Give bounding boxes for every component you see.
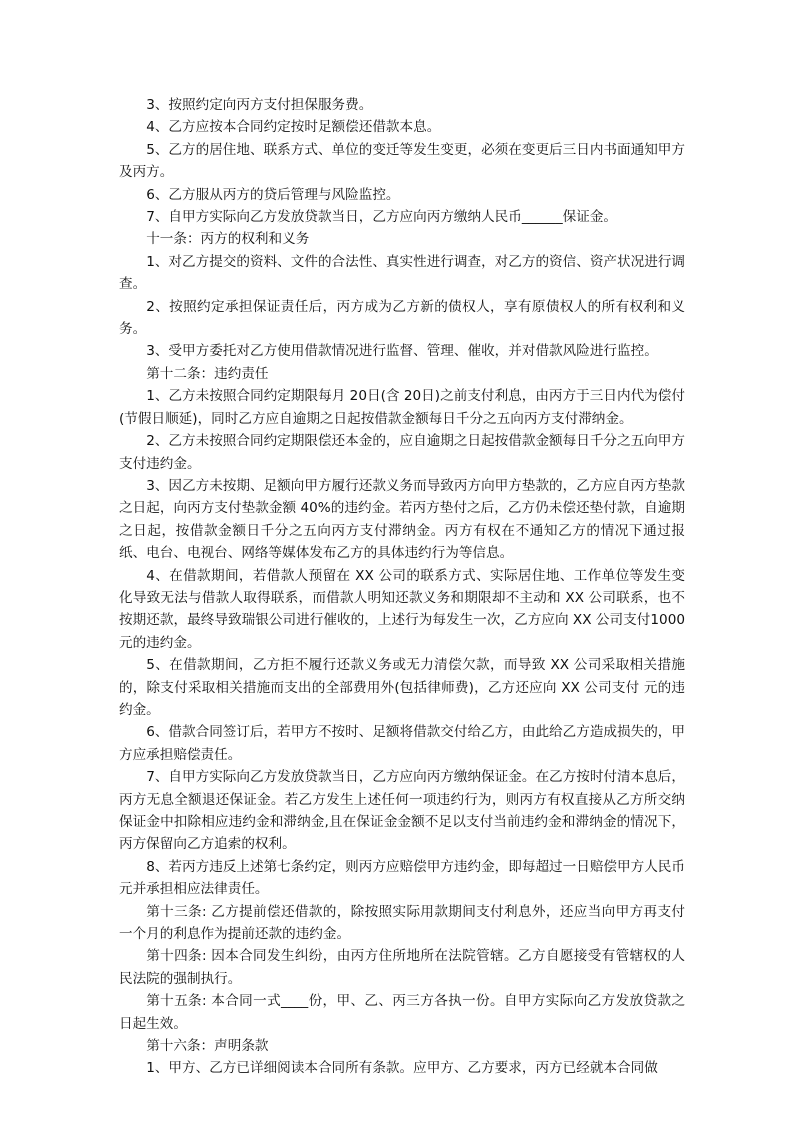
section-heading: 第十二条：违约责任 — [146, 365, 269, 382]
paragraph: 3、按照约定向丙方支付担保服务费。 — [146, 97, 373, 113]
paragraph: 4、乙方应按本合同约定按时足额偿还借款本息。 — [146, 119, 441, 136]
paragraph: 1、乙方未按照合同约定期限每月 20日(含 20日)之前支付利息，由丙方于三日内代为偿付(节假日顺延)，同时乙方应自逾期之日起按借款金额每日千分之五向丙方支付滞纳金。 — [119, 388, 685, 427]
paragraph: 6、乙方服从丙方的贷后管理与风险监控。 — [146, 186, 400, 203]
paragraph: 3、因乙方未按期、足额向甲方履行还款义务而导致丙方向甲方垫款的，乙方应自丙方垫款之日起，向丙方支付垫款金额 40%的违约金。若丙方垫付之后，乙方仍未偿还垫付款，自逾期之日起，按借款金额日千分之五向丙方支付滞纳金。丙方有权在不通知乙方的情况下通过报纸、电台、电视台、网络等媒体发布乙方的具体违约行为等信息。 — [119, 477, 685, 562]
paragraph: 4、在借款期间，若借款人预留在 XX 公司的联系方式、实际居住地、工作单位等发生变化导致无法与借款人取得联系，而借款人明知还款义务和期限却不主动和 XX 公司联系，也不按期还款，最终导致瑞银公司进行催收的，上述行为每发生一次，乙方应向 XX 公司支付1000 元的违约金。 — [119, 567, 685, 651]
paragraph: 8、若丙方违反上述第七条约定，则丙方应赔偿甲方违约金，即每超过一日赔偿甲方人民币 元并承担相应法律责任。 — [119, 858, 685, 898]
section-heading: 第十六条：声明条款 — [146, 1038, 269, 1055]
paragraph: 2、乙方未按照合同约定期限偿还本金的，应自逾期之日起按借款金额每日千分之五向甲方支付违约金。 — [119, 433, 685, 472]
section-heading: 第十四条: 因本合同发生纠纷，由丙方住所地所在法院管辖。乙方自愿接受有管辖权的人民法院的强制执行。 — [119, 948, 685, 987]
document-body — [119, 94, 685, 1080]
paragraph: 5、乙方的居住地、联系方式、单位的变迁等发生变更，必须在变更后三日内书面通知甲方及丙方。 — [119, 141, 685, 181]
paragraph: 7、自甲方实际向乙方发放贷款当日，乙方应向丙方缴纳人民币______保证金。 — [146, 209, 618, 226]
paragraph: 6、借款合同签订后，若甲方不按时、足额将借款交付给乙方，由此给乙方造成损失的，甲方应承担赔偿责任。 — [119, 724, 685, 763]
paragraph: 7、自甲方实际向乙方发放贷款当日，乙方应向丙方缴纳保证金。在乙方按时付清本息后，丙方无息全额退还保证金。若乙方发生上述任何一项违约行为，则丙方有权直接从乙方所交纳保证金中扣除相应违约金和滞纳金,且在保证金金额不足以支付当前违约金和滞纳金的情况下，丙方保留向乙方追索的权利。 — [119, 769, 685, 853]
section-heading: 第十五条: 本合同一式____份，甲、乙、丙三方各执一份。自甲方实际向乙方发放贷款之日起生效。 — [119, 993, 685, 1032]
paragraph: 3、受甲方委托对乙方使用借款情况进行监督、管理、催收，并对借款风险进行监控。 — [146, 343, 658, 360]
paragraph: 2、按照约定承担保证责任后，丙方成为乙方新的债权人，享有原债权人的所有权利和义务。 — [119, 298, 685, 338]
paragraph: 5、在借款期间，乙方拒不履行还款义务或无力清偿欠款，而导致 XX 公司采取相关措施的，除支付采取相关措施而支出的全部费用外(包括律师费)，乙方还应向 XX 公司支付 元的违约金。 — [119, 657, 685, 718]
section-heading: 第十三条: 乙方提前偿还借款的，除按照实际用款期间支付利息外，还应当向甲方再支付一个月的利息作为提前还款的违约金。 — [119, 903, 685, 943]
section-heading: 十一条：丙方的权利和义务 — [146, 231, 310, 248]
paragraph: 1、甲方、乙方已详细阅读本合同所有条款。应甲方、乙方要求，丙方已经就本合同做 — [146, 1060, 658, 1077]
paragraph: 1、对乙方提交的资料、文件的合法性、真实性进行调查，对乙方的资信、资产状况进行调查。 — [119, 253, 685, 293]
